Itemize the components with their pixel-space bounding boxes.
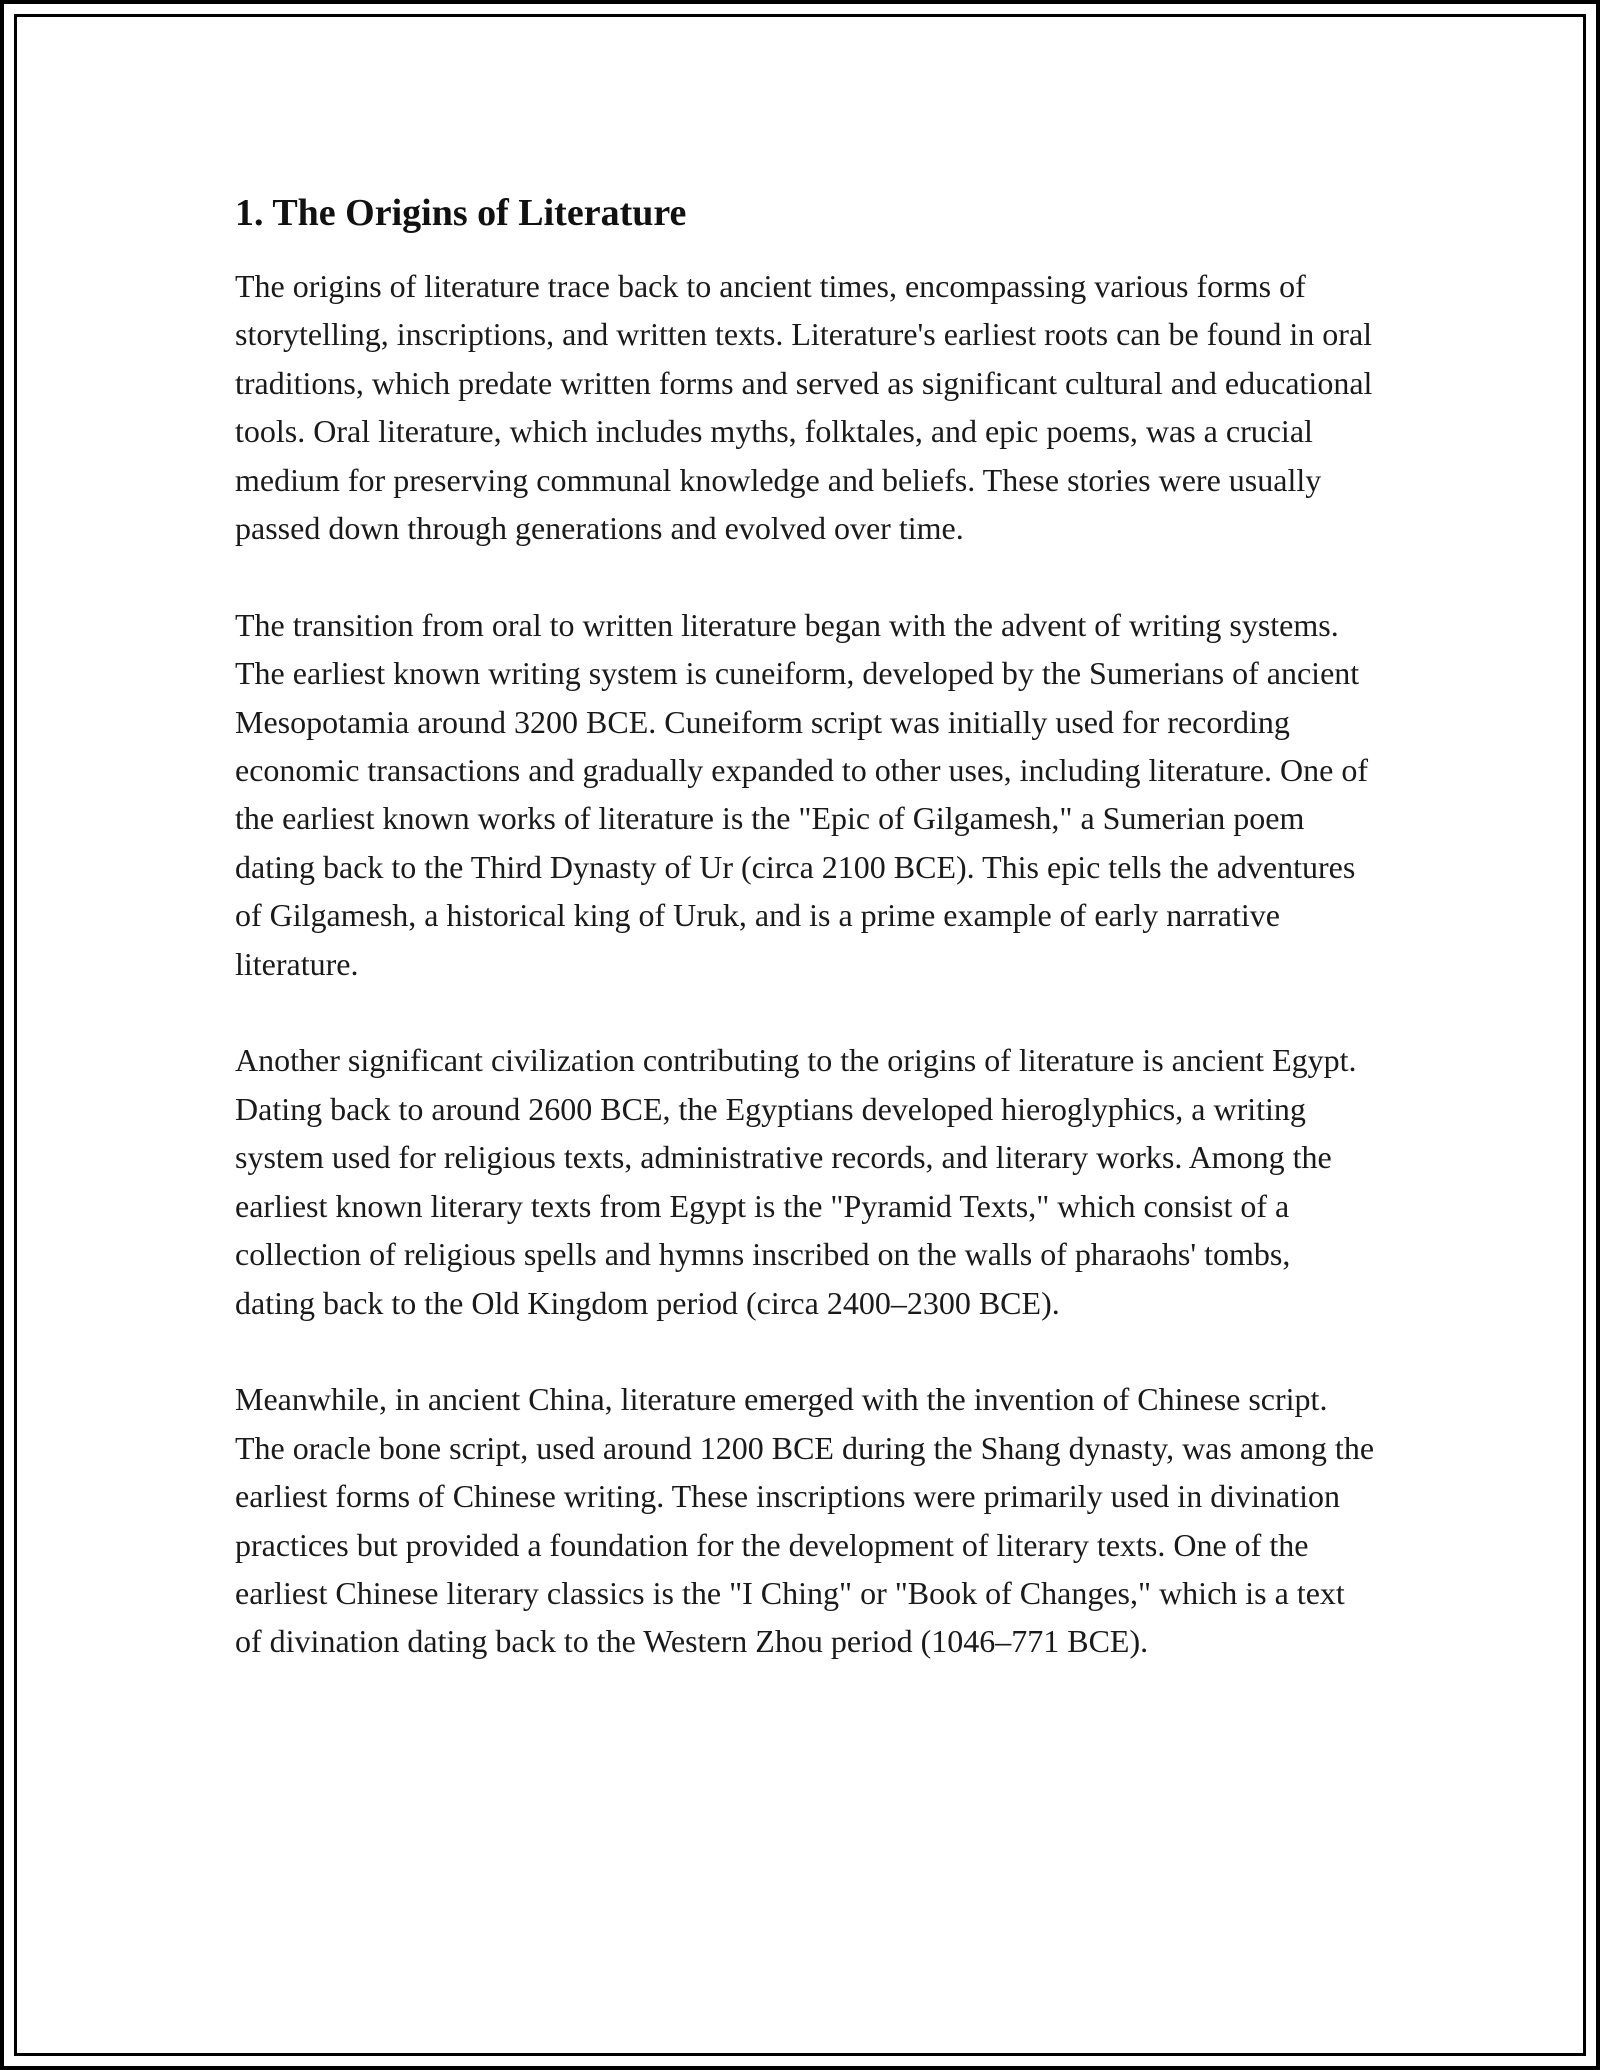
section-heading: 1. The Origins of Literature: [235, 192, 687, 234]
paragraph-written-literature: The transition from oral to written literature began with the advent of writing systems. The earliest known writing system is cuneiform, developed by the Sumerians of ancient Mesopotamia around 3200 BCE. Cuneiform script was initially used for recording economic transactions and gradually expanded to other uses, including literature. One of the earliest known works of literature is the "Epic of Gilgamesh," a Sumerian poem dating back to the Third Dynasty of Ur (circa 2100 BCE). This epic tells the adventures of Gilgamesh, a historical king of Uruk, and is a prime example of early narrative literature.: [235, 606, 1368, 982]
paragraph-oral-traditions: The origins of literature trace back to ancient times, encompassing various forms of storytelling, inscriptions, and written texts. Literature's earliest roots can be found in oral traditions, which predate written forms and served as significant cultural and educational tools. Oral literature, which includes myths, folktales, and epic poems, was a crucial medium for preserving communal knowledge and beliefs. These stories were usually passed down through generations and evolved over time.: [235, 268, 1373, 547]
paragraph-ancient-egypt: Another significant civilization contributing to the origins of literature is ancient Egypt. Dating back to around 2600 BCE, the Egyptians developed hieroglyphics, a writing system used for religious texts, administrative records, and literary works. Among the earliest known literary texts from Egypt is the "Pyramid Texts," which consist of a collection of religious spells and hymns inscribed on the walls of pharaohs' tombs, dating back to the Old Kingdom period (circa 2400–2300 BCE).: [235, 1042, 1357, 1321]
paragraph-ancient-china: Meanwhile, in ancient China, literature emerged with the invention of Chinese script. The oracle bone script, used around 1200 BCE during the Shang dynasty, was among the earliest forms of Chinese writing. These inscriptions were primarily used in divination practices but provided a foundation for the development of literary texts. One of the earliest Chinese literary classics is the "I Ching" or "Book of Changes," which is a text of divination dating back to the Western Zhou period (1046–771 BCE).: [235, 1381, 1375, 1660]
document-body: [235, 188, 1375, 1714]
